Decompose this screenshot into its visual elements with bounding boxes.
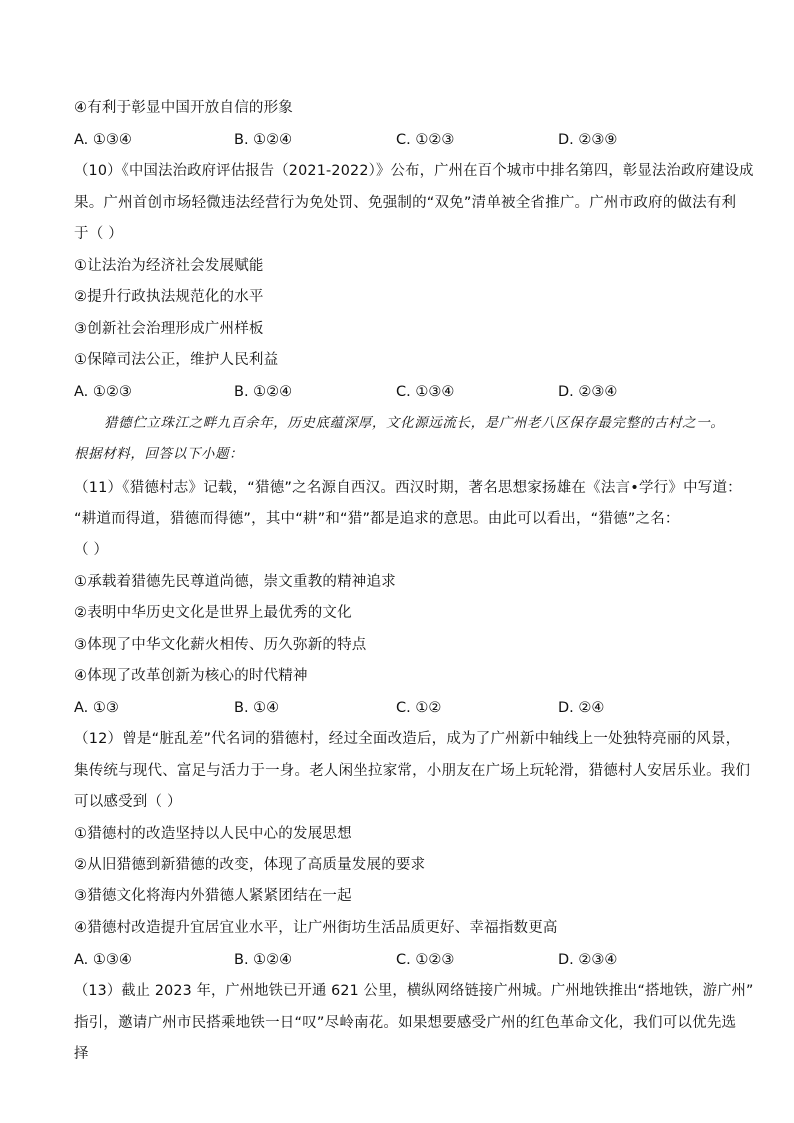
q13-stem-line-2: 指引，邀请广州市民搭乘地铁一日“叹”尽岭南花。如果想要感受广州的红色革命文化，我们可以优先选 xyxy=(74,1015,737,1031)
q10-option-c[interactable]: C. ①③④ xyxy=(396,384,455,400)
q11-option-b[interactable]: B. ①④ xyxy=(234,700,280,716)
q10-item-2: ②提升行政执法规范化的水平 xyxy=(74,289,264,305)
q9-option-d[interactable]: D. ②③⑨ xyxy=(558,132,618,148)
q9-item-4: ④有利于彰显中国开放自信的形象 xyxy=(74,100,293,116)
q10-option-a[interactable]: A. ①②③ xyxy=(74,384,132,400)
q10-option-b[interactable]: B. ①②④ xyxy=(234,384,293,400)
q13-stem-line-1: （13）截止 2023 年，广州地铁已开通 621 公里，横纵网络链接广州城。广州地铁推出“搭地铁，游广州” xyxy=(74,983,754,999)
q11-item-2: ②表明中华历史文化是世界上最优秀的文化 xyxy=(74,605,352,621)
q12-option-b[interactable]: B. ①②④ xyxy=(234,952,293,968)
q12-option-c[interactable]: C. ①②③ xyxy=(396,952,455,968)
q12-stem-line-1: （12）曾是“脏乱差”代名词的猎德村，经过全面改造后，成为了广州新中轴线上一处独特亮丽的风景， xyxy=(74,731,741,747)
material-line-1: 猎德伫立珠江之畔九百余年，历史底蕴深厚，文化源远流长，是广州老八区保存最完整的古村之一。 xyxy=(104,415,725,431)
q12-item-2: ②从旧猎德到新猎德的改变，体现了高质量发展的要求 xyxy=(74,857,426,873)
q10-options xyxy=(74,382,734,402)
q11-stem-line-2: “耕道而得道，猎德而得德”，其中“耕”和“猎”都是追求的意思。由此可以看出，“猎德”之名： xyxy=(74,511,680,527)
q11-option-a[interactable]: A. ①③ xyxy=(74,700,119,716)
q11-option-d[interactable]: D. ②④ xyxy=(558,700,605,716)
q9-option-a[interactable]: A. ①③④ xyxy=(74,132,132,148)
q10-item-4: ①保障司法公正，维护人民利益 xyxy=(74,352,279,368)
q12-stem-line-2: 集传统与现代、富足与活力于一身。老人闲坐拉家常，小朋友在广场上玩轮滑，猎德村人安居乐业。我们 xyxy=(74,763,751,779)
q10-stem-line-3: 于（ ） xyxy=(74,226,123,242)
q11-option-c[interactable]: C. ①② xyxy=(396,700,442,716)
q11-stem-line-1: （11）《猎德村志》记载，“猎德”之名源自西汉。西汉时期，著名思想家扬雄在《法言•学行》中写道： xyxy=(74,480,742,496)
q10-option-d[interactable]: D. ②③④ xyxy=(558,384,618,400)
q10-item-1: ①让法治为经济社会发展赋能 xyxy=(74,258,264,274)
q11-item-1: ①承载着猎德先民尊道尚德，崇文重教的精神追求 xyxy=(74,574,396,590)
q10-stem-line-1: （10）《中国法治政府评估报告（2021-2022）》公布，广州在百个城市中排名第四，彰显法治政府建设成 xyxy=(74,163,754,179)
q11-stem-line-3: （ ） xyxy=(74,542,109,558)
q10-stem-line-2: 果。广州首创市场轻微违法经营行为免处罚、免强制的“双免”清单被全省推广。广州市政府的做法有利 xyxy=(74,195,737,211)
q12-item-1: ①猎德村的改造坚持以人民中心的发展思想 xyxy=(74,826,352,842)
q9-options xyxy=(74,130,734,150)
q12-options xyxy=(74,950,734,970)
q12-option-d[interactable]: D. ②③④ xyxy=(558,952,618,968)
q9-option-c[interactable]: C. ①②③ xyxy=(396,132,455,148)
q9-option-b[interactable]: B. ①②④ xyxy=(234,132,293,148)
q12-option-a[interactable]: A. ①③④ xyxy=(74,952,132,968)
q13-stem-line-3: 择 xyxy=(74,1046,89,1062)
q12-stem-line-3: 可以感受到（ ） xyxy=(74,794,182,810)
q11-item-3: ③体现了中华文化薪火相传、历久弥新的特点 xyxy=(74,637,367,653)
q12-item-4: ④猎德村改造提升宜居宜业水平，让广州街坊生活品质更好、幸福指数更高 xyxy=(74,920,558,936)
q11-item-4: ④体现了改革创新为核心的时代精神 xyxy=(74,668,308,684)
q11-options xyxy=(74,698,734,718)
material-line-2: 根据材料，回答以下小题： xyxy=(74,446,244,462)
q10-item-3: ③创新社会治理形成广州样板 xyxy=(74,321,264,337)
q12-item-3: ③猎德文化将海内外猎德人紧紧团结在一起 xyxy=(74,888,352,904)
